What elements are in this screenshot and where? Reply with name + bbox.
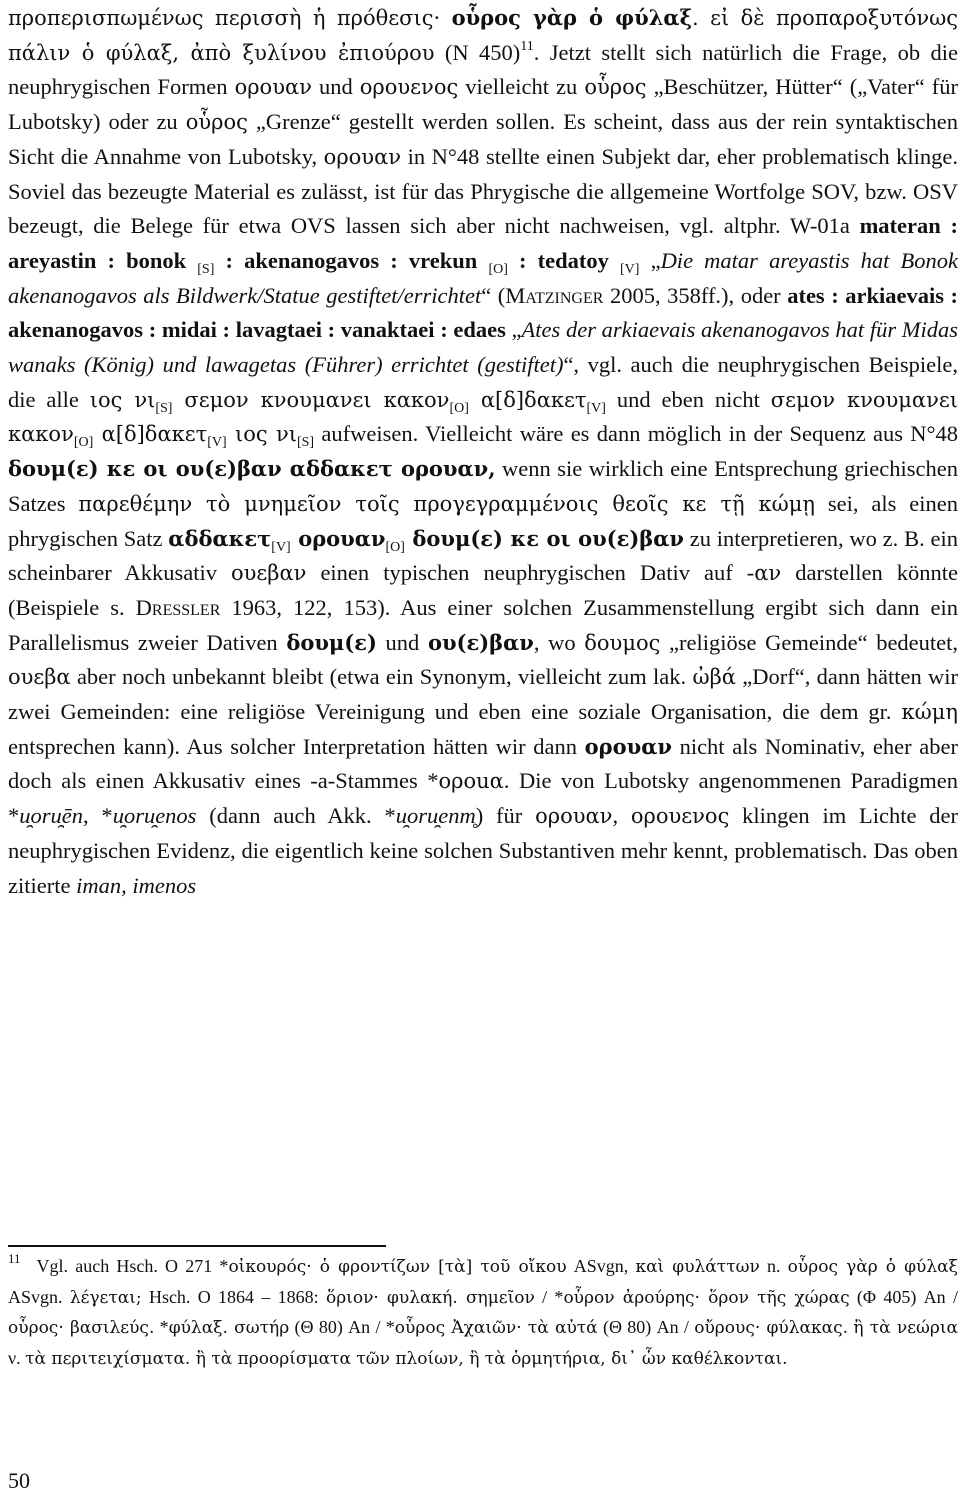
footnote-run: ASvgn. xyxy=(8,1286,70,1307)
footnote-run: οὔρους· φύλακας. xyxy=(694,1318,849,1338)
paragraph-run: ates : arkiaevais : akenanogavos : midai : lavagtaei : vanaktaei : edaes xyxy=(8,282,958,343)
paragraph-run: (N 450) xyxy=(434,39,521,65)
footnote-run: (Θ 80) An / xyxy=(597,1317,695,1337)
paragraph-run: ιος νι xyxy=(89,387,156,412)
paragraph-run: materan : areyastin : bonok xyxy=(8,213,958,273)
paragraph-run: 1963, 122, 153). Aus einer solchen Zusammenstellung ergibt sich dann ein Parallelismus zweier Dativen xyxy=(8,594,958,655)
paragraph-run: sei, als einen phrygischen Satz xyxy=(8,490,958,551)
footnote-run: οὗρος Ἀχαιῶν· τὰ αὐτά xyxy=(394,1318,598,1338)
main-paragraph xyxy=(8,0,958,903)
paragraph-run: einen typischen neuphrygischen Dativ auf - xyxy=(306,560,755,586)
footnote-run: / * xyxy=(534,1286,564,1307)
paragraph-run: nicht als Nominativ, eher aber doch als einen Akkusativ eines -a-Stammes * xyxy=(8,733,958,794)
paragraph-run: : tedatoy xyxy=(507,247,620,273)
paragraph-run: (dann auch Akk. * xyxy=(196,803,396,829)
paragraph-run: οὗρος γὰρ ὁ φύλαξ xyxy=(451,5,693,30)
paragraph-run: . εἰ δὲ προπαροξυτόνως πάλιν ὁ φύλαξ, ἀπὸ ξυλίνου ἐπιούρου xyxy=(8,6,958,65)
footnote-run: Vgl. auch Hsch. O 271 * xyxy=(36,1256,229,1276)
paragraph-run: darstellen könnte (Beispiele s. xyxy=(8,560,958,620)
footnote-run: οὗρον ἀρούρης· ὅρον τῆς χώρας xyxy=(563,1287,850,1308)
paragraph-run: [S] xyxy=(197,261,215,277)
paragraph-run: σεμον κνουμανει κακον xyxy=(8,387,958,447)
paragraph-run: , xyxy=(612,803,631,829)
paragraph-run: u̯oru̯enm̥ xyxy=(395,803,476,829)
paragraph-run: u̯oru̯enos xyxy=(112,803,197,829)
paragraph-run: Die matar areyastis hat Bonok akenanogavos als Bildwerk/Statue gestiftet/errichtet xyxy=(8,247,958,308)
paragraph-run: „religiöse Gemeinde“ bedeutet, xyxy=(660,629,959,655)
footnote-run: ἢ τὰ νεώρια xyxy=(853,1318,959,1338)
paragraph-run: ορουενος xyxy=(359,75,459,100)
paragraph-run: aber noch unbekannt bleibt (etwa ein Synonym, vielleicht zum lak. xyxy=(70,664,693,690)
footnote-run: (Φ 405) An / xyxy=(849,1286,958,1307)
paragraph-run: „ xyxy=(639,247,661,273)
paragraph-run: [V] xyxy=(620,261,640,277)
paragraph-run: παρεθέμην τὸ μνημεῖον τοῖς προγεγραμμένοις θεοῖς κε τῇ κώμῃ xyxy=(78,491,815,516)
paragraph-run: Matzinger xyxy=(505,282,604,308)
footnote-run: τὰ περιτειχίσματα. ἢ τὰ προορίσματα τῶν πλοίων, ἢ τὰ ὁρμητήρια, δι᾽ ὧν καθέλκονται. xyxy=(25,1348,788,1369)
footnote-run: ὅριον· φυλακή. σημεῖον xyxy=(325,1287,535,1308)
footnote-run: (Θ 80) An / * xyxy=(289,1317,395,1337)
paragraph-run: “ ( xyxy=(481,282,506,308)
footnote-number: 11 xyxy=(8,1251,21,1266)
paragraph-run: οροuα xyxy=(438,769,504,794)
footnote-run: ASvgn, xyxy=(566,1256,636,1276)
footnote-run: οὗρος· βασιλεύς. xyxy=(8,1318,155,1338)
paragraph-run: [S] xyxy=(155,400,173,416)
paragraph-run: ουεβαν xyxy=(231,561,307,586)
footnote-run: Hsch. O 1864 – 1868: xyxy=(141,1286,326,1307)
footnote-separator xyxy=(8,1245,386,1247)
paragraph-run: δουμ(ε) κε οι ου(ε)βαν xyxy=(404,525,684,551)
paragraph-run: ορουαν xyxy=(290,525,386,551)
paragraph-run: προπερισπωμένως περισσὴ ἡ πρόθεσις· xyxy=(8,6,452,30)
paragraph-run: , * xyxy=(83,803,113,829)
paragraph-run: α[δ]δακετ xyxy=(468,387,587,412)
paragraph-run: [S] xyxy=(296,435,315,451)
footnote-text xyxy=(8,1256,958,1368)
paragraph-run: und xyxy=(311,74,360,100)
paragraph-run: κώμη xyxy=(901,700,958,725)
paragraph-run: ορουενος xyxy=(630,804,730,829)
paragraph-run: zu interpretieren, wo z. B. ein scheinbarer Akkusativ xyxy=(8,525,958,586)
paragraph-run: δουμος xyxy=(584,630,661,655)
paragraph-run: [O] xyxy=(385,539,405,555)
paragraph-run: iman, imenos xyxy=(76,872,197,898)
paragraph-run: αν xyxy=(754,561,782,586)
paragraph-run: οὗρος xyxy=(185,110,248,135)
paragraph-run: „ xyxy=(505,317,522,343)
paragraph-run: αδδακετ xyxy=(168,525,272,551)
document-page xyxy=(8,0,959,1493)
footnote-run: οἰκουρός· ὁ φροντίζων [τὰ] τοῦ οἴκου xyxy=(228,1257,567,1277)
paragraph-run: [V] xyxy=(586,400,606,416)
paragraph-run: Ates der arkiaevais akenanogavos hat für Midas wanaks (König) und lawagetas (Führer) errichtet (gestiftet) xyxy=(8,317,959,378)
footnote-11 xyxy=(8,1252,958,1374)
paragraph-run: aufweisen. Vielleicht wäre es dann möglich in der Sequenz aus N°48 xyxy=(314,421,958,447)
paragraph-run: [V] xyxy=(271,539,291,555)
paragraph-run: . Die von Lubotsky angenommenen Paradigmen * xyxy=(8,768,959,829)
paragraph-run: ου(ε)βαν xyxy=(427,629,534,655)
paragraph-run: „Dorf“, dann hätten wir zwei Gemeinden: eine religiöse Vereinigung und eben eine soziale Organisation, die dem gr. xyxy=(8,664,959,725)
paragraph-run: u̯oru̯ēn xyxy=(19,803,83,829)
paragraph-run: ) für xyxy=(475,803,536,829)
paragraph-run: [O] xyxy=(449,400,469,416)
paragraph-run: ουεβα xyxy=(8,665,71,690)
paragraph-run: ιος νι xyxy=(226,422,297,447)
footnote-run: φύλαξ. σωτήρ xyxy=(168,1318,290,1338)
paragraph-run: ορουαν xyxy=(584,733,672,759)
paragraph-run: Dressler xyxy=(135,594,221,620)
paragraph-run: entsprechen kann). Aus solcher Interpretation hätten wir dann xyxy=(8,733,585,759)
footnote-run: * xyxy=(154,1317,169,1337)
paragraph-run: α[δ]δακετ xyxy=(93,422,208,447)
paragraph-run: [V] xyxy=(207,435,227,451)
footnote-run: λέγεται; xyxy=(69,1287,142,1308)
paragraph-run: „Beschützer, Hütter“ („Vater“ für Lubotsky) oder zu xyxy=(8,74,959,135)
footnote-run: ν. xyxy=(8,1347,26,1368)
footnote-run: n. xyxy=(759,1256,788,1276)
paragraph-run: in N°48 stellte einen Subjekt dar, eher problematisch klinge. Soviel das bezeugte Material es zulässt, ist für das Phrygische die allgemeine Wortfolge SOV, bzw. OSV bezeugt, die Belege für etwa OVS lassen sich aber nicht nachweisen, vgl. altphr. W-01a xyxy=(8,143,958,239)
paragraph-run: „Grenze“ gestellt werden sollen. Es scheint, dass aus der rein syntaktischen Sicht die Annahme von Lubotsky, xyxy=(8,109,959,169)
paragraph-run: σεμον κνουμανει κακον xyxy=(172,387,450,412)
paragraph-run: 2005, 358ff.), oder xyxy=(603,282,788,308)
footnote-run: καὶ φυλάττων xyxy=(635,1257,760,1277)
paragraph-run: “, vgl. auch die neuphrygischen Beispiele, die alle xyxy=(8,352,958,412)
paragraph-run: [O] xyxy=(488,261,508,277)
paragraph-run: und xyxy=(376,629,428,655)
paragraph-run: : akenanogavos : vrekun xyxy=(214,247,489,273)
paragraph-run: 11 xyxy=(520,38,534,54)
paragraph-run: wenn sie wirklich eine Entsprechung griechischen Satzes xyxy=(8,456,958,516)
footnote-run: οὗρος γὰρ ὁ φύλαξ xyxy=(787,1257,958,1277)
paragraph-run: ορουαν xyxy=(323,144,402,169)
paragraph-run: ορουαν xyxy=(234,75,312,100)
paragraph-run: δουμ(ε) xyxy=(286,629,377,655)
paragraph-run: [O] xyxy=(73,435,94,451)
paragraph-run: vielleicht zu xyxy=(458,74,585,100)
paragraph-run: δουμ(ε) κε οι ου(ε)βαν αδδακετ ορουαν, xyxy=(8,456,496,482)
paragraph-run: . Jetzt stellt sich natürlich die Frage, ob die neuphrygischen Formen xyxy=(8,39,958,100)
paragraph-run: ορουαν xyxy=(535,804,613,829)
paragraph-run: οὗρος xyxy=(584,75,647,100)
paragraph-run: ὠβά xyxy=(692,665,736,690)
paragraph-run: , wo xyxy=(533,629,585,655)
paragraph-run: und eben nicht xyxy=(605,386,771,412)
page-number: 50 xyxy=(8,1468,30,1493)
paragraph-run: klingen im Lichte der neuphrygischen Evidenz, die eigentlich keine solchen Substantiven mehr kennt, problematisch. Das oben zitierte xyxy=(8,803,959,898)
